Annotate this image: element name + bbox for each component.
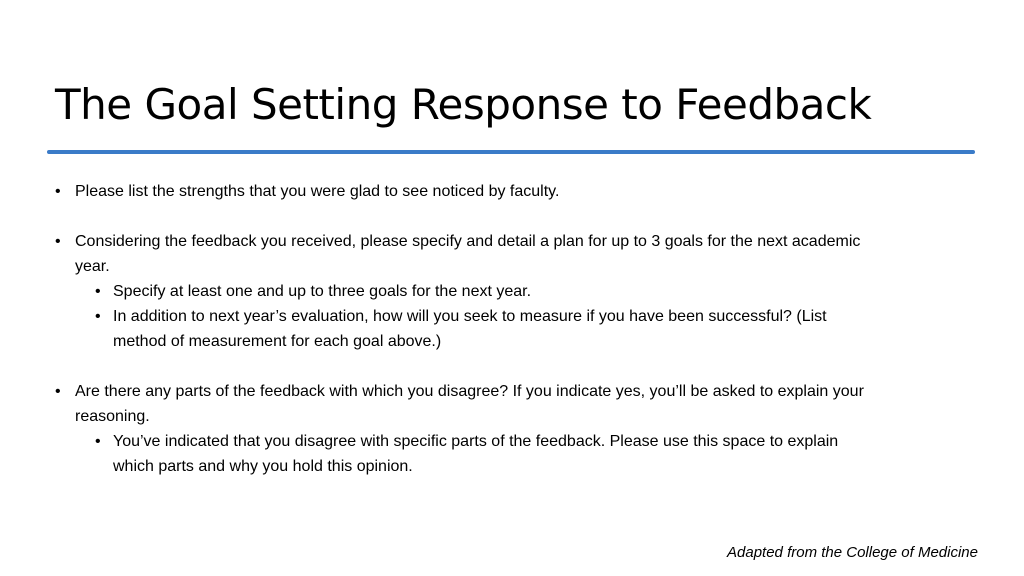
bullet-item xyxy=(55,379,875,429)
spacer xyxy=(55,204,875,229)
bullet-text: In addition to next year’s evaluation, how will you seek to measure if you have been successful? (List method of measurement for each goal above.) xyxy=(113,308,827,350)
slide-title: The Goal Setting Response to Feedback xyxy=(55,80,872,129)
bullet-item xyxy=(55,179,875,204)
bullet-marker: • xyxy=(95,308,101,325)
bullet-marker: • xyxy=(55,183,61,200)
bullet-text: Considering the feedback you received, please specify and detail a plan for up to 3 goals for the next academic year. xyxy=(75,233,861,275)
bullet-text: Specify at least one and up to three goals for the next year. xyxy=(113,283,532,300)
spacer xyxy=(55,354,875,379)
bullet-list xyxy=(55,179,875,479)
bullet-text: You’ve indicated that you disagree with specific parts of the feedback. Please use this space to explain which parts and why you hold this opinion. xyxy=(113,433,839,475)
bullet-item xyxy=(55,229,875,279)
attribution-footer: Adapted from the College of Medicine xyxy=(727,544,978,561)
bullet-text: Please list the strengths that you were glad to see noticed by faculty. xyxy=(75,183,560,200)
title-underline xyxy=(47,150,975,154)
sub-bullet-item xyxy=(55,279,875,304)
bullet-marker: • xyxy=(55,383,61,400)
bullet-marker: • xyxy=(55,233,61,250)
sub-bullet-item xyxy=(55,429,875,479)
bullet-marker: • xyxy=(95,283,101,300)
bullet-marker: • xyxy=(95,433,101,450)
bullet-text: Are there any parts of the feedback with which you disagree? If you indicate yes, you’ll be asked to explain your reasoning. xyxy=(75,383,864,425)
sub-bullet-item xyxy=(55,304,875,354)
